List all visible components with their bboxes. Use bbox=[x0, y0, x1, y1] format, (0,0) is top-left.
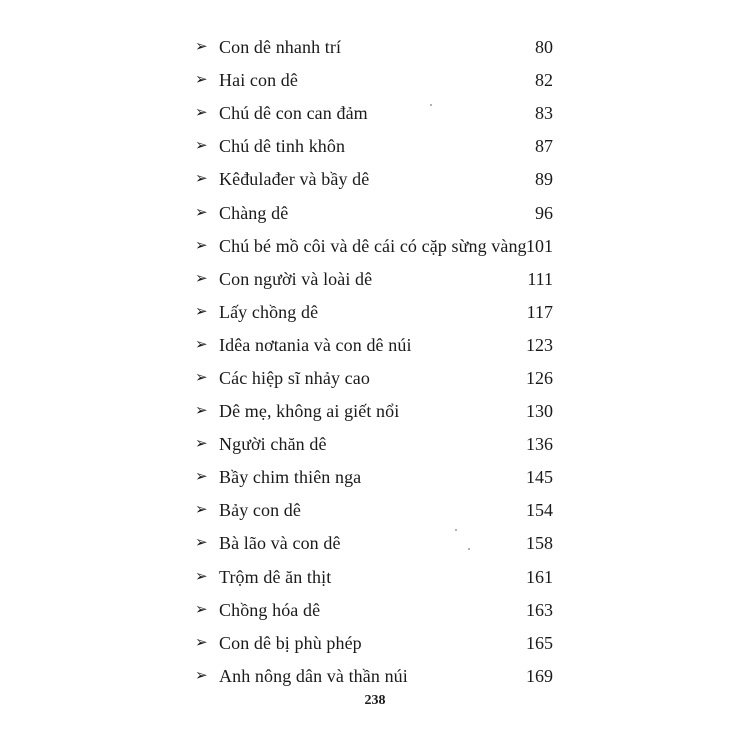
arrow-right-icon: ➢ bbox=[195, 39, 208, 56]
toc-entry bbox=[195, 97, 555, 130]
toc-entry-title: Idêa nơtania và con dê núi bbox=[219, 334, 412, 355]
toc-entry-title: Dê mẹ, không ai giết nổi bbox=[219, 401, 400, 422]
toc-entry bbox=[195, 660, 555, 693]
toc-entry bbox=[195, 627, 555, 660]
arrow-right-icon: ➢ bbox=[195, 336, 208, 353]
toc-entry bbox=[195, 296, 555, 329]
toc-entry bbox=[195, 362, 555, 395]
arrow-right-icon: ➢ bbox=[195, 436, 208, 453]
toc-entry-title: Chú dê con can đảm bbox=[219, 103, 368, 124]
toc-entry bbox=[195, 31, 555, 64]
toc-entry bbox=[195, 395, 555, 428]
arrow-right-icon: ➢ bbox=[195, 270, 208, 287]
toc-entry-page: 136 bbox=[526, 434, 553, 455]
arrow-right-icon: ➢ bbox=[195, 369, 208, 386]
toc-entry-title: Bà lão và con dê bbox=[219, 533, 341, 554]
toc-entry bbox=[195, 329, 555, 362]
table-of-contents bbox=[195, 31, 555, 693]
toc-entry-title: Chồng hóa dê bbox=[219, 599, 321, 620]
toc-entry bbox=[195, 594, 555, 627]
toc-entry bbox=[195, 163, 555, 196]
arrow-right-icon: ➢ bbox=[195, 535, 208, 552]
paper-speck bbox=[430, 104, 432, 106]
arrow-right-icon: ➢ bbox=[195, 403, 208, 420]
toc-entry-page: 117 bbox=[526, 301, 553, 322]
toc-entry-page: 169 bbox=[526, 665, 553, 686]
toc-entry-title: Chú dê tinh khôn bbox=[219, 136, 346, 157]
toc-entry-page: 111 bbox=[527, 268, 553, 289]
toc-entry-title: Con dê bị phù phép bbox=[219, 632, 362, 653]
arrow-right-icon: ➢ bbox=[195, 502, 208, 519]
toc-entry-page: 165 bbox=[526, 632, 553, 653]
toc-entry-page: 89 bbox=[535, 169, 553, 190]
arrow-right-icon: ➢ bbox=[195, 601, 208, 618]
arrow-right-icon: ➢ bbox=[195, 105, 208, 122]
toc-entry bbox=[195, 494, 555, 527]
toc-entry-page: 96 bbox=[535, 202, 553, 223]
toc-entry-page: 130 bbox=[526, 401, 553, 422]
toc-entry-title: Chú bé mồ côi và dê cái có cặp sừng vàng bbox=[219, 235, 527, 256]
toc-entry-page: 82 bbox=[535, 70, 553, 91]
arrow-right-icon: ➢ bbox=[195, 667, 208, 684]
toc-entry bbox=[195, 461, 555, 494]
toc-entry-title: Trộm dê ăn thịt bbox=[219, 566, 332, 587]
toc-entry-title: Hai con dê bbox=[219, 70, 298, 91]
toc-entry-page: 83 bbox=[535, 103, 553, 124]
toc-entry bbox=[195, 561, 555, 594]
toc-entry bbox=[195, 196, 555, 229]
page-number: 238 bbox=[364, 693, 386, 708]
toc-entry bbox=[195, 64, 555, 97]
toc-entry-page: 158 bbox=[526, 533, 553, 554]
toc-entry bbox=[195, 263, 555, 296]
toc-entry-title: Các hiệp sĩ nhảy cao bbox=[219, 367, 370, 388]
arrow-right-icon: ➢ bbox=[195, 72, 208, 89]
toc-entry-page: 154 bbox=[526, 500, 553, 521]
arrow-right-icon: ➢ bbox=[195, 634, 208, 651]
arrow-right-icon: ➢ bbox=[195, 171, 208, 188]
toc-entry-title: Bầy chim thiên nga bbox=[219, 467, 362, 488]
toc-entry-title: Kêđulađer và bầy dê bbox=[219, 169, 370, 190]
toc-entry bbox=[195, 527, 555, 560]
toc-entry-page: 123 bbox=[526, 334, 553, 355]
toc-entry-page: 87 bbox=[535, 136, 553, 157]
arrow-right-icon: ➢ bbox=[195, 204, 208, 221]
arrow-right-icon: ➢ bbox=[195, 303, 208, 320]
toc-entry-title: Lấy chồng dê bbox=[219, 301, 319, 322]
toc-entry-title: Con dê nhanh trí bbox=[219, 37, 342, 58]
toc-entry bbox=[195, 428, 555, 461]
toc-entry bbox=[195, 130, 555, 163]
toc-entry-title: Con người và loài dê bbox=[219, 268, 373, 289]
toc-entry-page: 145 bbox=[526, 467, 553, 488]
toc-entry-page: 126 bbox=[526, 367, 553, 388]
paper-speck bbox=[468, 548, 470, 550]
toc-entry-title: Bảy con dê bbox=[219, 500, 301, 521]
toc-entry-page: 161 bbox=[526, 566, 553, 587]
toc-entry-page: 163 bbox=[526, 599, 553, 620]
toc-entry-title: Người chăn dê bbox=[219, 434, 327, 455]
paper-speck bbox=[455, 529, 457, 531]
arrow-right-icon: ➢ bbox=[195, 237, 208, 254]
toc-entry-page: 80 bbox=[535, 37, 553, 58]
toc-entry bbox=[195, 230, 555, 263]
arrow-right-icon: ➢ bbox=[195, 568, 208, 585]
toc-entry-title: Anh nông dân và thần núi bbox=[219, 665, 408, 686]
arrow-right-icon: ➢ bbox=[195, 138, 208, 155]
toc-entry-page: 101 bbox=[526, 235, 553, 256]
arrow-right-icon: ➢ bbox=[195, 469, 208, 486]
toc-entry-title: Chàng dê bbox=[219, 202, 289, 223]
